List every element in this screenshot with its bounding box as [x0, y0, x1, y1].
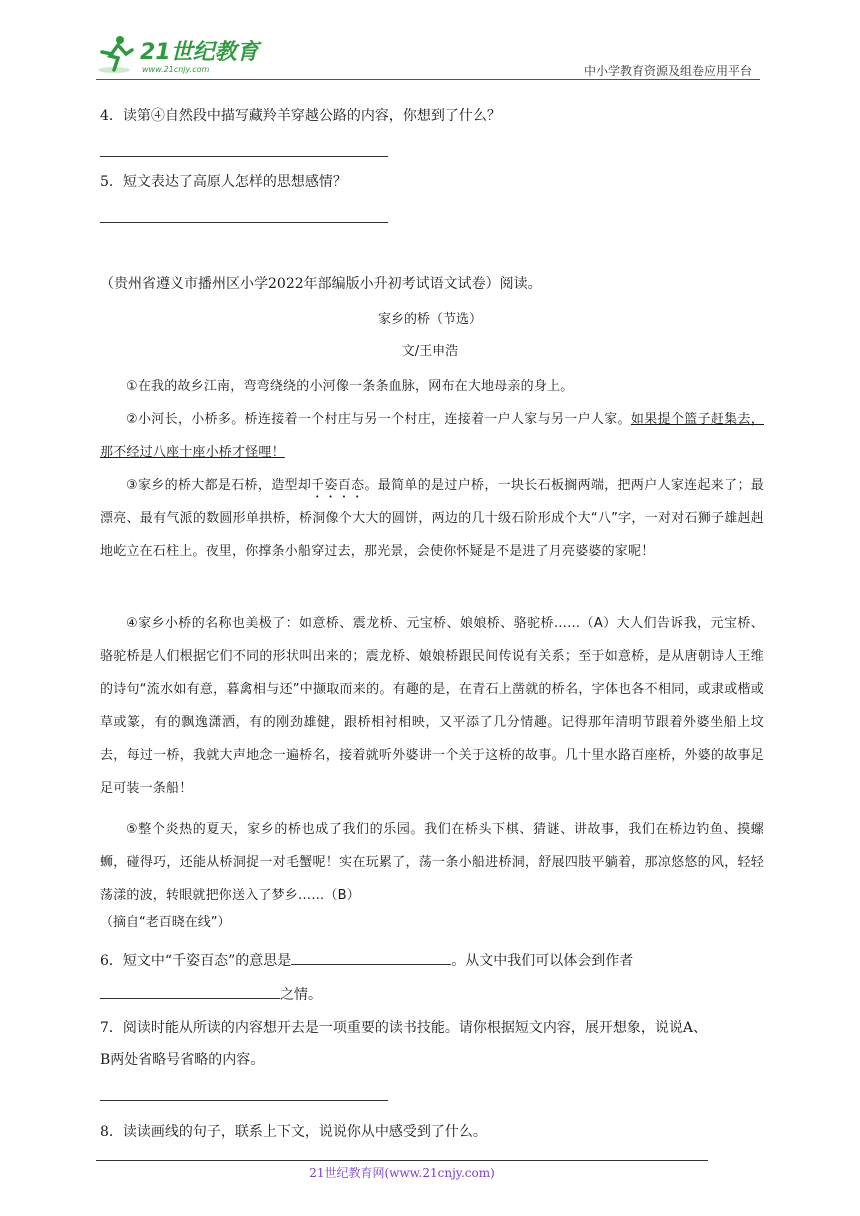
- paragraph-2-text: ②小河长，小桥多。桥连接着一个村庄与另一个村庄，连接着一户人家与另一户人家。: [126, 412, 631, 427]
- paragraph-2: [100, 403, 764, 469]
- question-4: 4．读第④自然段中描写藏羚羊穿越公路的内容，你想到了什么？: [100, 108, 501, 124]
- question-6: [100, 950, 633, 971]
- paragraph-3: [100, 469, 764, 568]
- header-divider: [96, 79, 760, 80]
- question-6-text-b: 。从文中我们可以体会到作者: [451, 953, 634, 969]
- underlined-sentence: 如果提个篮子赶集去，那不经过八座十座小桥才怪哩！: [100, 412, 764, 460]
- answer-line-7[interactable]: [100, 1100, 388, 1101]
- blank-meaning[interactable]: [291, 950, 451, 965]
- question-8: 8．读读画线的句子，联系上下文，说说你从中感受到了什么。: [100, 1124, 487, 1140]
- logo-text: 21世纪教育: [140, 40, 259, 65]
- paragraph-3-text-b: 。最简单的是过户桥，一块长石板搁两端，把两户人家连起来了；最漂亮、最有气派的数圆形单拱桥，桥洞像个大大的圆饼，两边的几十级石阶形成个大“八”字，一对对石狮子雄赳赳地屹立在石柱上。夜里，你撑条小船穿过去，那光景，会使你怀疑是不是进了月亮婆婆的家呢！: [100, 478, 764, 559]
- paragraph-4: ④家乡小桥的名称也美极了：如意桥、震龙桥、元宝桥、娘娘桥、骆驼桥……（A）大人们告诉我，元宝桥、骆驼桥是人们根据它们不同的形状叫出来的；震龙桥、娘娘桥跟民间传说有关系；至于如意桥，是从唐朝诗人王维的诗句“流水如有意，暮禽相与还”中撷取而来的。有趣的是，在青石上凿就的桥名，字体也各不相同，或隶或楷或草或篆，有的飘逸潇洒，有的刚劲雄健，跟桥相衬相映，又平添了几分情趣。记得那年清明节跟着外婆坐船上坟去，每过一桥，我就大声地念一遍桥名，接着就听外婆讲一个关于这桥的故事。几十里水路百座桥，外婆的故事足足可装一条船！: [100, 616, 764, 796]
- platform-name: 中小学教育资源及组卷应用平台: [583, 64, 752, 78]
- blank-feeling[interactable]: [100, 984, 280, 999]
- paragraph-1: ①在我的故乡江南，弯弯绕绕的小河像一条条血脉，网布在大地母亲的身上。: [126, 379, 574, 394]
- question-6-line2: [100, 984, 322, 1005]
- passage-credit: （摘自“老百晓在线”）: [100, 915, 231, 930]
- emphasized-phrase: 千姿百态: [311, 478, 365, 493]
- answer-line-5[interactable]: [100, 222, 388, 223]
- footer-divider: [96, 1160, 708, 1161]
- question-5: 5．短文表达了高原人怎样的思想感情？: [100, 174, 347, 190]
- question-6-text-c: 之情。: [280, 987, 322, 1003]
- page-header: [96, 32, 760, 80]
- question-7: 7．阅读时能从所读的内容想开去是一项重要的读书技能。请你根据短文内容，展开想象，说说A、: [100, 1020, 708, 1036]
- logo-icon: [96, 32, 266, 78]
- paragraph-3-text-a: ③家乡的桥大都是石桥，造型却: [126, 478, 312, 493]
- passage-source: （贵州省遵义市播州区小学2022年部编版小升初考试语文试卷）阅读。: [100, 276, 542, 292]
- answer-line-4[interactable]: [100, 156, 388, 157]
- question-7-line2: B两处省略号省略的内容。: [100, 1052, 265, 1068]
- passage-title: 家乡的桥（节选）: [377, 312, 482, 327]
- passage-author: 文/王申浩: [401, 344, 459, 359]
- footer-link[interactable]: 21世纪教育网(www.21cnjy.com): [309, 1166, 495, 1180]
- logo-url: www.21cnjy.com: [142, 65, 210, 74]
- question-6-text-a: 6．短文中“千姿百态”的意思是: [100, 953, 292, 969]
- paragraph-5: ⑤整个炎热的夏天，家乡的桥也成了我们的乐园。我们在桥头下棋、猜谜、讲故事，我们在桥边钓鱼、摸螺蛳，碰得巧，还能从桥洞捉一对毛蟹呢！实在玩累了，荡一条小船进桥洞，舒展四肢平躺着，那凉悠悠的风，轻轻荡漾的波，转眼就把你送入了梦乡……（B）: [100, 822, 764, 903]
